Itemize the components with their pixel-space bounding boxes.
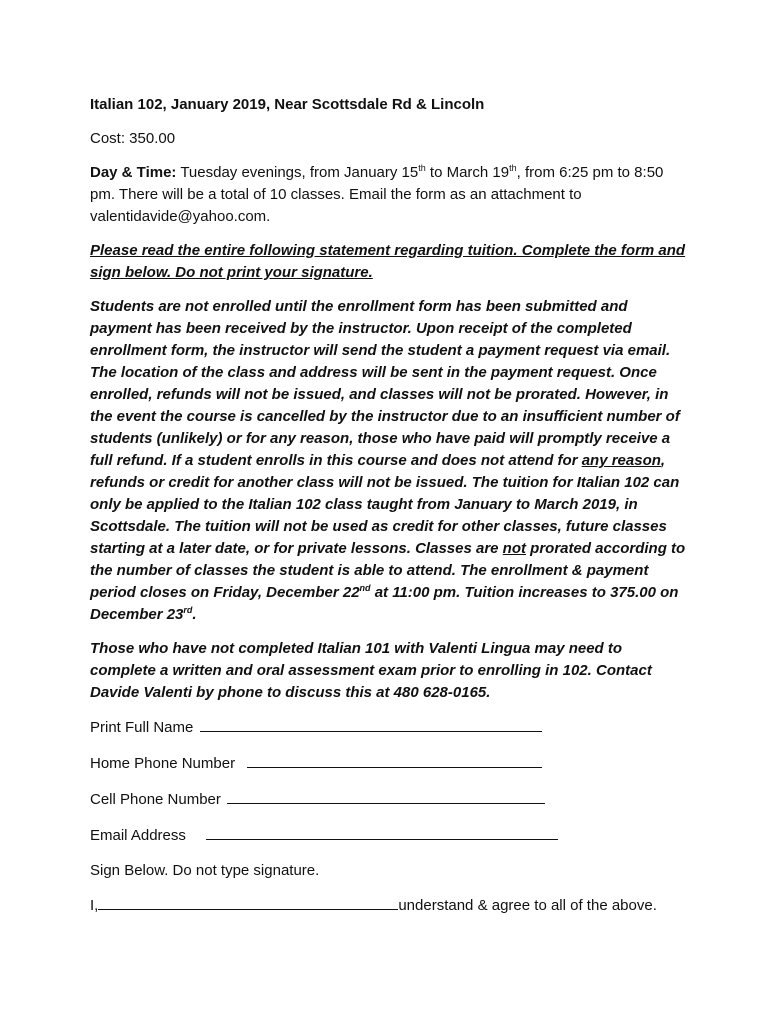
statement-underline-any-reason: any reason (581, 452, 661, 469)
statement-text-5: . (192, 606, 197, 623)
schedule-text-1: Tuesday evenings, from January 15 (176, 164, 419, 181)
schedule-sup-1: th (418, 163, 426, 173)
statement-underline-not: not (502, 540, 526, 557)
cell-phone-field (90, 788, 690, 811)
full-name-label: Print Full Name (90, 719, 194, 736)
schedule-text-2: to March 19 (425, 164, 510, 181)
sign-instruction: Sign Below. Do not type signature. (90, 862, 320, 879)
schedule-paragraph (90, 162, 690, 228)
enrollment-form-page (90, 94, 690, 917)
full-name-input-line[interactable] (200, 716, 542, 732)
tuition-statement (90, 296, 690, 626)
cost-line: Cost: 350.00 (90, 130, 176, 147)
signature-line[interactable] (98, 894, 398, 910)
email-input-line[interactable] (206, 824, 558, 840)
prerequisite-paragraph: Those who have not completed Italian 101 with Valenti Lingua may need to complete a written and oral assessment exam prior to enrolling in 102. Contact Davide Valenti by phone to discuss this at 480 628-0165. (90, 640, 652, 701)
statement-sup-2: rd (183, 605, 193, 615)
schedule-sup-2: th (509, 163, 517, 173)
statement-text-1: Students are not enrolled until the enrollment form has been submitted and payment has been received by the instructor. Upon receipt of the completed enrollment form, the instructor will send the student a payment request via email. The location of the class and address will be sent in the payment request. Once enrolled, refunds will not be issued, and classes will not be prorated. However, in the event the course is cancelled by the instructor due to an insufficient number of students (unlikely) or for any reason, those who have paid will promptly receive a full refund. If a student enrolls in this course and does not attend for (90, 298, 680, 469)
home-phone-label: Home Phone Number (90, 755, 236, 772)
cell-phone-input-line[interactable] (227, 788, 545, 804)
tuition-instruction: Please read the entire following statement regarding tuition. Complete the form and sign below. Do not print your signature. (90, 242, 686, 281)
schedule-label: Day & Time: (90, 164, 177, 181)
course-title: Italian 102, January 2019, Near Scottsdale Rd & Lincoln (90, 96, 485, 113)
statement-text-2: , refunds or credit for another class will not be issued. The tuition for Italian 102 can only be applied to the Italian 102 class taught from January to March 2019, in Scottsdale. The tuition will not be used as credit for other classes, future classes starting at a later date, or for private lessons. Classes are (90, 452, 680, 557)
home-phone-input-line[interactable] (247, 752, 542, 768)
home-phone-field (90, 752, 690, 775)
schedule-text-3: , from 6:25 pm to 8:50 pm. There will be a total of 10 classes. Email the form as an attachment to valentidavide@yahoo.com. (90, 164, 664, 225)
cell-phone-label: Cell Phone Number (90, 791, 221, 808)
signature-suffix: understand & agree to all of the above. (398, 897, 657, 914)
statement-text-3: prorated according to the number of classes the student is able to attend. The enrollment & payment period closes on Friday, December 22 (90, 540, 686, 601)
statement-text-4: at 11:00 pm. Tuition increases to 375.00 on December 23 (90, 584, 679, 623)
signature-prefix: I, (90, 897, 99, 914)
email-label: Email Address (90, 827, 186, 844)
statement-sup-1: nd (359, 583, 371, 593)
full-name-field (90, 716, 690, 739)
signature-agreement (90, 894, 690, 917)
email-field (90, 824, 690, 847)
